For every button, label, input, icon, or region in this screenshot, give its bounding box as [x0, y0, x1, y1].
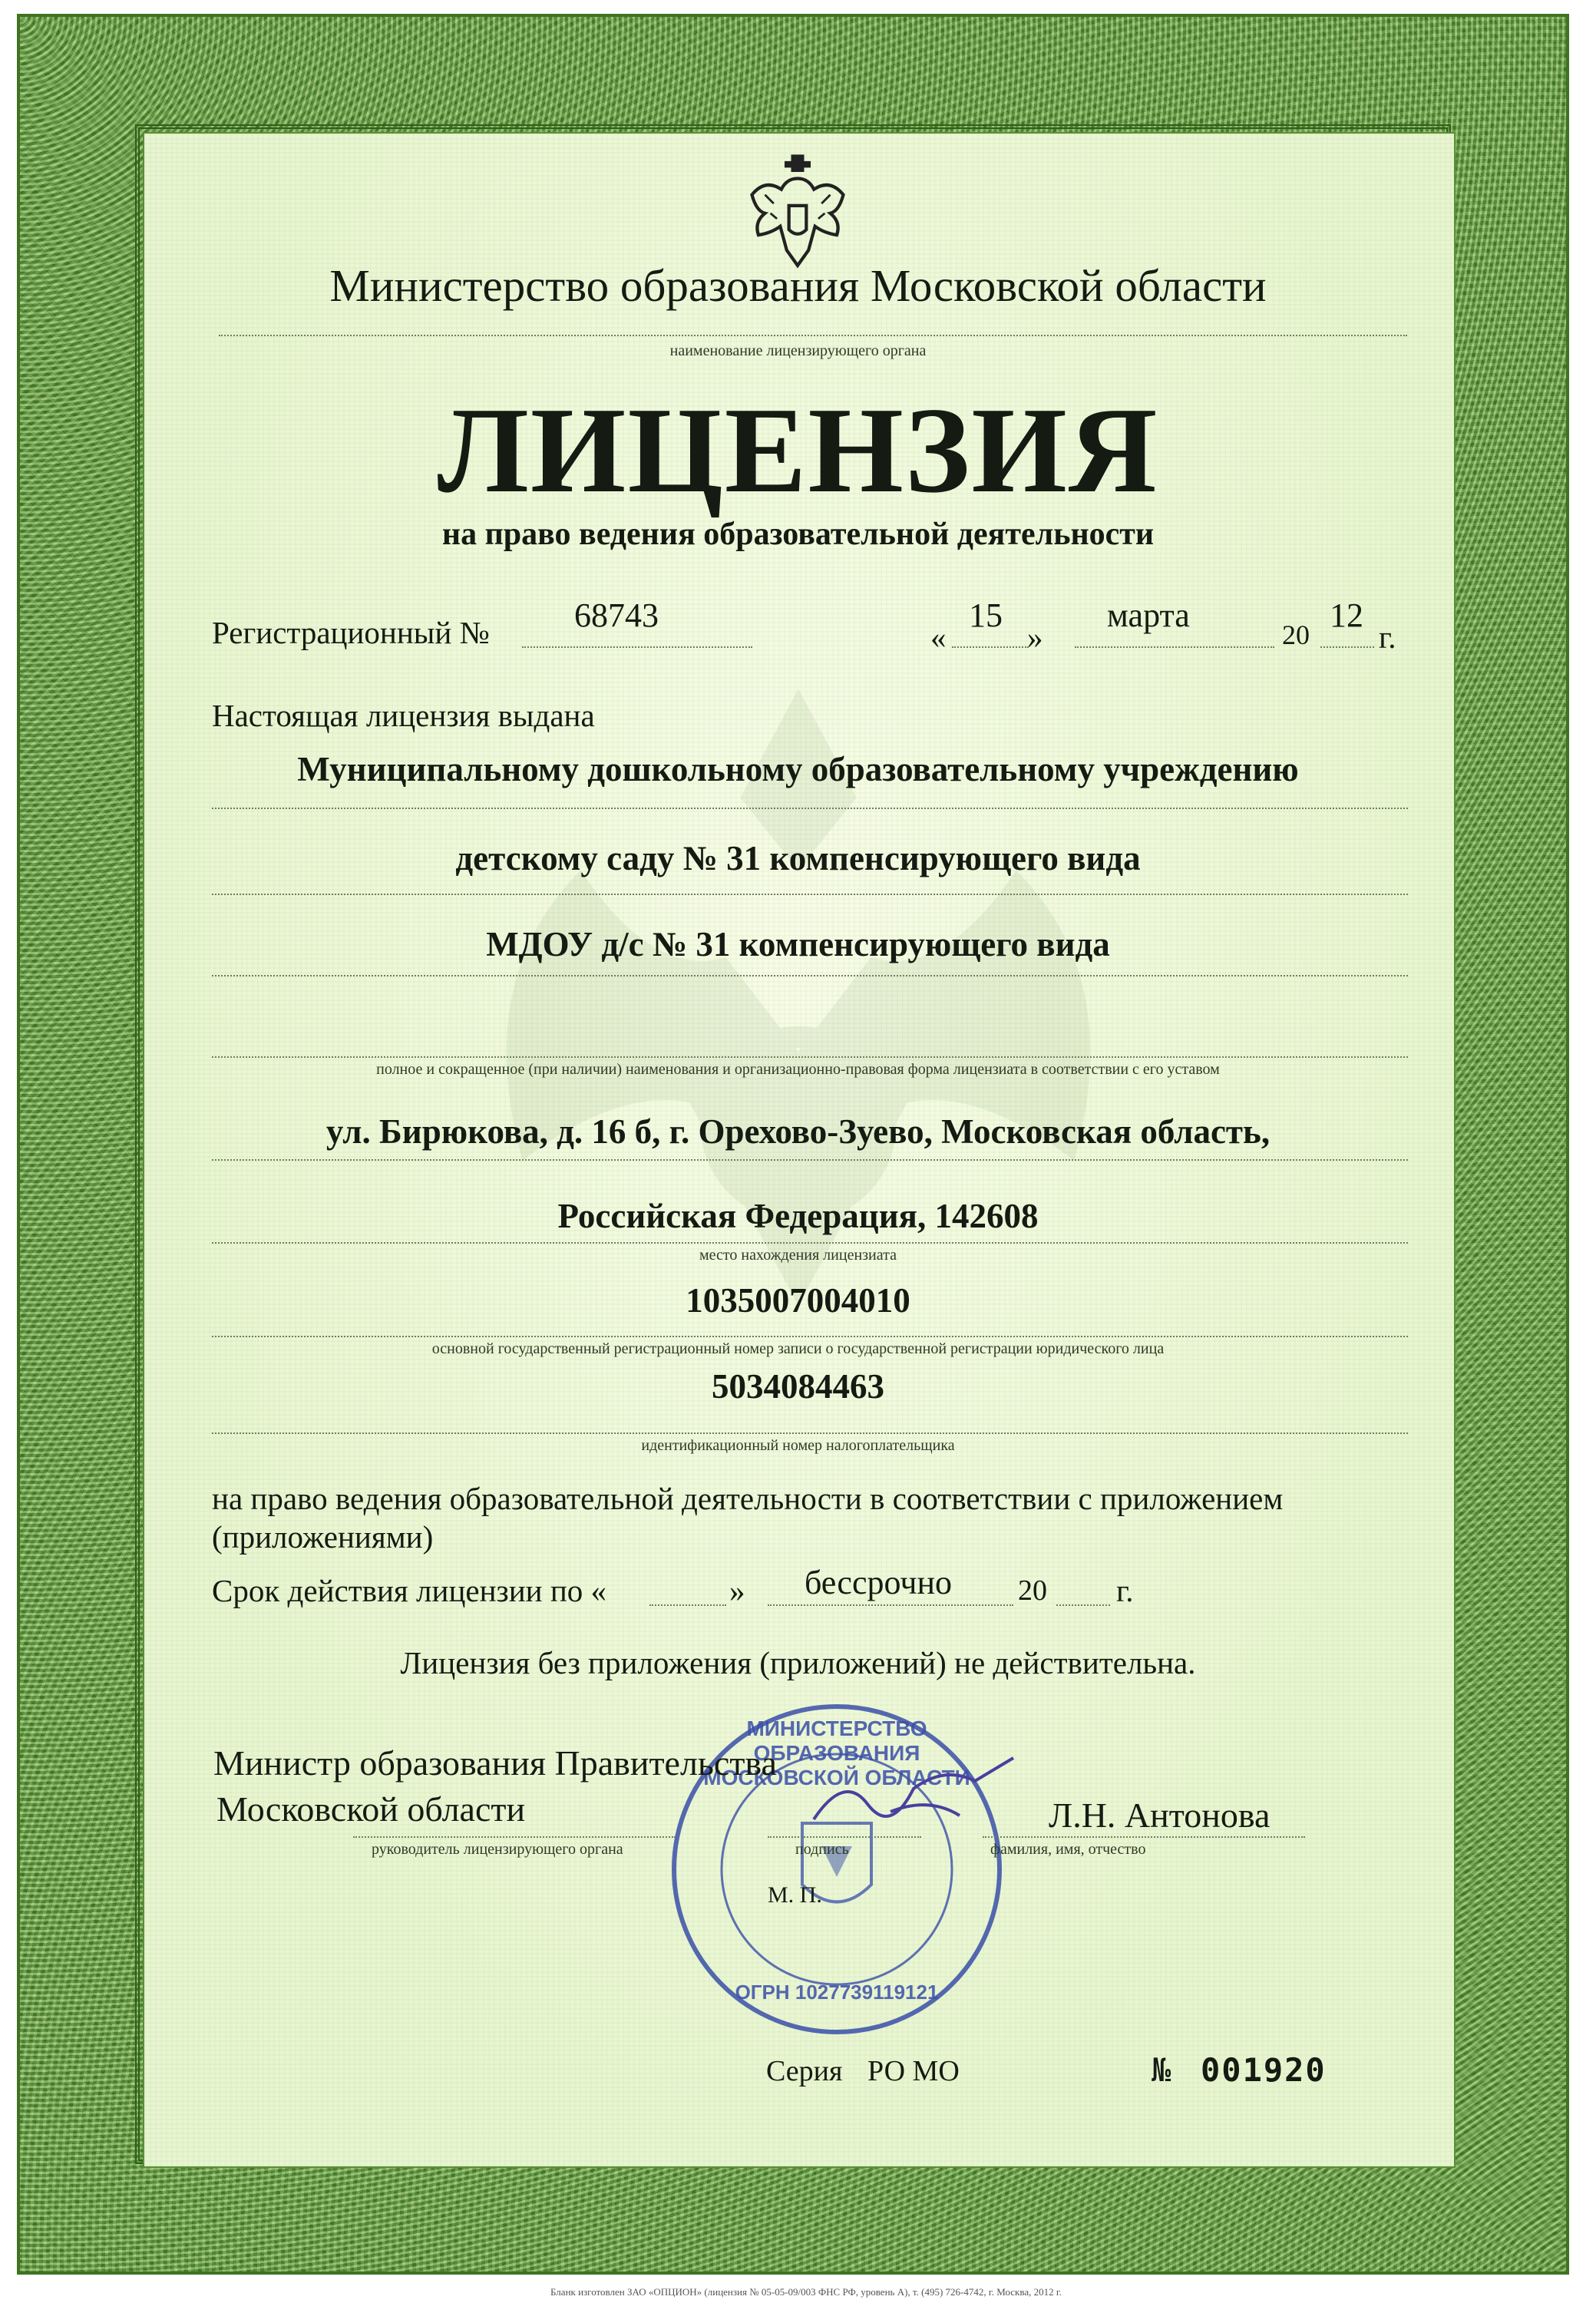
licensee-caption: полное и сокращенное (при наличии) наименования и организационно-правовая форма лицензиата в соответствии с его уставом	[376, 1061, 1220, 1078]
date-month: марта	[1107, 596, 1190, 634]
licensee-line3-rule	[212, 975, 1408, 976]
inn-rule	[212, 1432, 1408, 1434]
validity-notice: Лицензия без приложения (приложений) не действительна.	[400, 1645, 1196, 1680]
sign-caption: подпись	[795, 1841, 849, 1858]
name-rule	[983, 1836, 1305, 1838]
blank-number: 001920	[1201, 2051, 1327, 2089]
ministry-underline	[219, 335, 1407, 336]
date-quote-close: »	[1027, 620, 1043, 655]
ogrn-value: 1035007004010	[686, 1281, 910, 1320]
ministry-name: Министерство образования Московской области	[329, 260, 1267, 311]
registration-label: Регистрационный №	[212, 615, 490, 650]
signatory-position-line1: Министр образования Правительства	[213, 1743, 777, 1783]
address-line2-rule	[212, 1242, 1408, 1244]
validity-year-underline	[1056, 1604, 1110, 1606]
series-label: Серия	[766, 2055, 843, 2087]
address-line1-rule	[212, 1159, 1408, 1161]
licensee-line1-rule	[212, 808, 1408, 809]
inn-value: 5034084463	[712, 1367, 884, 1406]
licensee-short-name: МДОУ д/с № 31 компенсирующего вида	[486, 925, 1110, 963]
ogrn-rule	[212, 1336, 1408, 1337]
month-underline	[1075, 646, 1274, 648]
ministry-caption: наименование лицензирующего органа	[669, 342, 927, 359]
signature-icon	[798, 1743, 1029, 1842]
licensee-line2-rule	[212, 894, 1408, 895]
date-quote-open: «	[930, 620, 947, 655]
inn-caption: идентификационный номер налогоплательщика	[641, 1437, 955, 1454]
year-prefix: 20	[1282, 620, 1310, 650]
licensee-name-line1: Муниципальному дошкольному образовательному учреждению	[297, 750, 1299, 788]
head-rule	[353, 1836, 676, 1838]
name-caption: фамилия, имя, отчество	[990, 1841, 1146, 1858]
document-title: ЛИЦЕНЗИЯ	[437, 382, 1159, 518]
signatory-name: Л.Н. Антонова	[1049, 1796, 1271, 1835]
stamp-place-label: М. П.	[768, 1882, 822, 1908]
seal-ogrn: ОГРН 1027739119121	[735, 1981, 939, 2004]
day-underline	[952, 646, 1029, 648]
issued-label: Настоящая лицензия выдана	[212, 698, 595, 733]
head-caption: руководитель лицензирующего органа	[372, 1841, 623, 1858]
signatory-position-line2: Московской области	[216, 1789, 526, 1829]
validity-quote-close: »	[729, 1573, 745, 1608]
validity-year-unit: г.	[1116, 1573, 1134, 1608]
registration-number: 68743	[574, 596, 659, 634]
address-caption: место нахождения лицензиата	[699, 1247, 897, 1264]
validity-year-prefix: 20	[1018, 1574, 1047, 1607]
year-underline	[1320, 646, 1374, 648]
ogrn-caption: основной государственный регистрационный номер записи о государственной регистрации юридического лица	[431, 1340, 1165, 1357]
address-line1: ул. Бирюкова, д. 16 б, г. Орехово-Зуево, Московская область,	[325, 1112, 1271, 1151]
address-line2: Российская Федерация, 142608	[557, 1197, 1039, 1235]
rights-line2: (приложениями)	[212, 1519, 434, 1555]
validity-day-underline	[649, 1604, 726, 1606]
registration-number-underline	[522, 646, 752, 648]
date-day: 15	[969, 596, 1003, 634]
validity-value: бессрочно	[805, 1564, 953, 1601]
printer-footer: Бланк изготовлен ЗАО «ОПЦИОН» (лицензия № 05-05-09/003 ФНС РФ, уровень А), т. (495) 726-4742, г. Москва, 2012 г.	[550, 2286, 1062, 2298]
licensee-line4-rule	[212, 1056, 1408, 1058]
validity-month-underline	[768, 1604, 1013, 1606]
rights-line1: на право ведения образовательной деятельности в соответствии с приложением	[212, 1481, 1284, 1516]
coat-of-arms-icon	[743, 146, 852, 276]
document-subtitle: на право ведения образовательной деятельности	[441, 517, 1155, 552]
seal-text: МИНИСТЕРСТВО ОБРАЗОВАНИЯ МОСКОВСКОЙ ОБЛАСТИ	[703, 1717, 970, 1789]
sign-rule	[768, 1836, 921, 1838]
year-suffix: 12	[1330, 596, 1363, 634]
series-value: РО МО	[867, 2055, 960, 2087]
validity-label: Срок действия лицензии по «	[212, 1573, 607, 1608]
blank-number-label: №	[1152, 2051, 1171, 2089]
licensee-name-line2: детскому саду № 31 компенсирующего вида	[455, 839, 1141, 877]
year-unit: г.	[1379, 620, 1396, 655]
